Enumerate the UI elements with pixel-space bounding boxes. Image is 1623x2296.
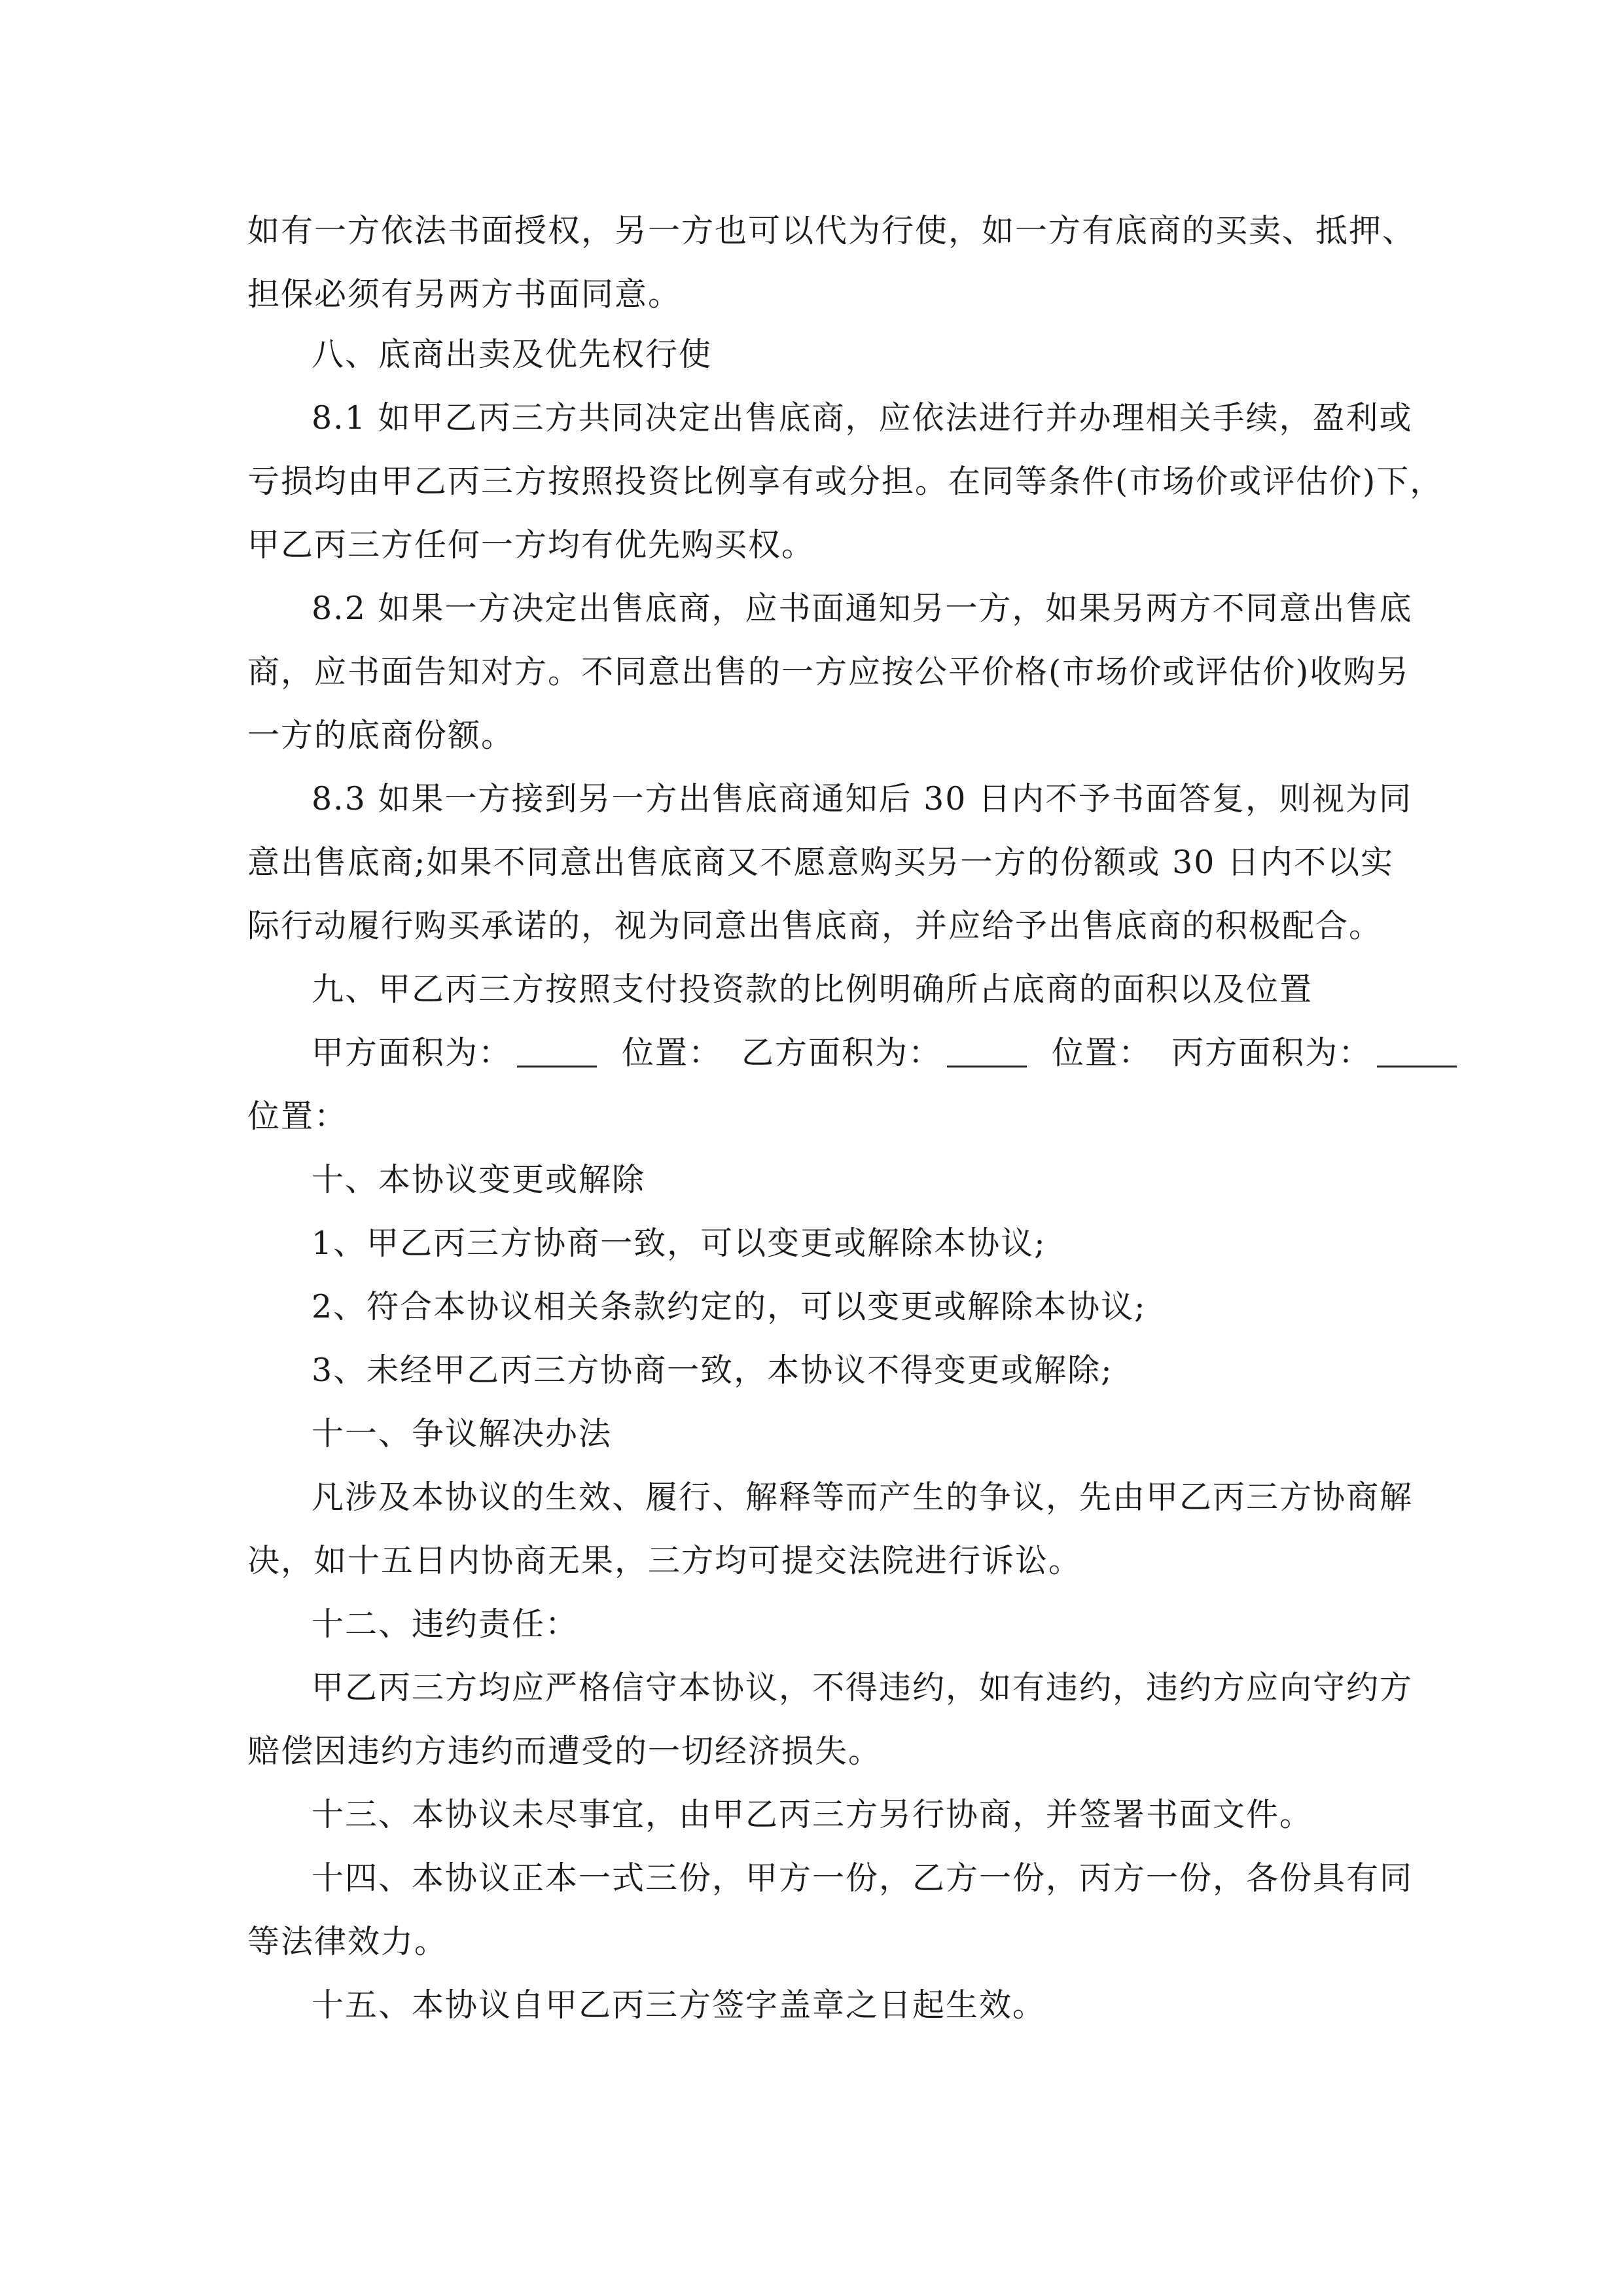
list-item: 3、未经甲乙丙三方协商一致，本协议不得变更或解除;: [312, 1352, 1113, 1389]
party-c-area-label: 丙方面积为：: [1171, 1034, 1372, 1071]
party-a-position-label: 位置：: [622, 1034, 722, 1071]
section-9-heading: 九、甲乙丙三方按照支付投资款的比例明确所占底商的面积以及位置: [312, 971, 1313, 1008]
paragraph-line: 如有一方依法书面授权，另一方也可以代为行使，如一方有底商的买卖、抵押、: [247, 212, 1416, 249]
clause-8-2-line: 商，应书面告知对方。不同意出售的一方应按公平价格(市场价或评估价)收购另: [247, 653, 1410, 691]
clause-8-3-line: 际行动履行购买承诺的，视为同意出售底商，并应给予出售底商的积极配合。: [247, 907, 1383, 944]
list-item: 1、甲乙丙三方协商一致，可以变更或解除本协议;: [312, 1225, 1046, 1262]
paragraph-line: 决，如十五日内协商无果，三方均可提交法院进行诉讼。: [247, 1542, 1082, 1579]
paragraph-line: 甲乙丙三方均应严格信守本协议，不得违约，如有违约，违约方应向守约方: [312, 1669, 1414, 1706]
list-item: 2、符合本协议相关条款约定的，可以变更或解除本协议;: [312, 1288, 1147, 1325]
clause-8-2-line: 一方的底商份额。: [247, 717, 515, 754]
clause-8-2-line: 8.2 如果一方决定出售底商，应书面通知另一方，如果另两方不同意出售底: [312, 590, 1413, 627]
section-10-heading: 十、本协议变更或解除: [312, 1161, 646, 1198]
party-c-position-label: 位置：: [247, 1098, 348, 1135]
section-14-line: 十四、本协议正本一式三份，甲方一份，乙方一份，丙方一份，各份具有同: [312, 1859, 1414, 1897]
party-a-area-blank[interactable]: [517, 1063, 597, 1067]
section-8-heading: 八、底商出卖及优先权行使: [312, 336, 713, 373]
clause-8-3-line: 8.3 如果一方接到另一方出售底商通知后 30 日内不予书面答复，则视为同: [312, 780, 1413, 817]
paragraph-line: 担保必须有另两方书面同意。: [247, 276, 682, 313]
section-12-heading: 十二、违约责任：: [312, 1605, 579, 1643]
party-b-area-label: 乙方面积为：: [741, 1034, 942, 1071]
section-14-line: 等法律效力。: [247, 1923, 448, 1960]
paragraph-line: 赔偿因违约方违约而遭受的一切经济损失。: [247, 1732, 882, 1770]
clause-8-1-line: 8.1 如甲乙丙三方共同决定出售底商，应依法进行并办理相关手续，盈利或: [312, 399, 1413, 437]
area-position-row: [312, 1033, 1462, 1073]
party-c-area-blank[interactable]: [1377, 1063, 1457, 1067]
clause-8-1-line: 亏损均由甲乙丙三方按照投资比例享有或分担。在同等条件(市场价或评估价)下，: [247, 463, 1444, 500]
party-b-area-blank[interactable]: [947, 1063, 1027, 1067]
clause-8-3-line: 意出售底商;如果不同意出售底商又不愿意购买另一方的份额或 30 日内不以实: [247, 844, 1395, 881]
party-b-position-label: 位置：: [1052, 1034, 1152, 1071]
clause-8-1-line: 甲乙丙三方任何一方均有优先购买权。: [247, 526, 815, 564]
party-a-area-label: 甲方面积为：: [312, 1034, 512, 1071]
section-15: 十五、本协议自甲乙丙三方签字盖章之日起生效。: [312, 1986, 1046, 2024]
paragraph-line: 凡涉及本协议的生效、履行、解释等而产生的争议，先由甲乙丙三方协商解: [312, 1479, 1414, 1516]
section-13: 十三、本协议未尽事宜，由甲乙丙三方另行协商，并签署书面文件。: [312, 1796, 1313, 1833]
section-11-heading: 十一、争议解决办法: [312, 1415, 613, 1452]
